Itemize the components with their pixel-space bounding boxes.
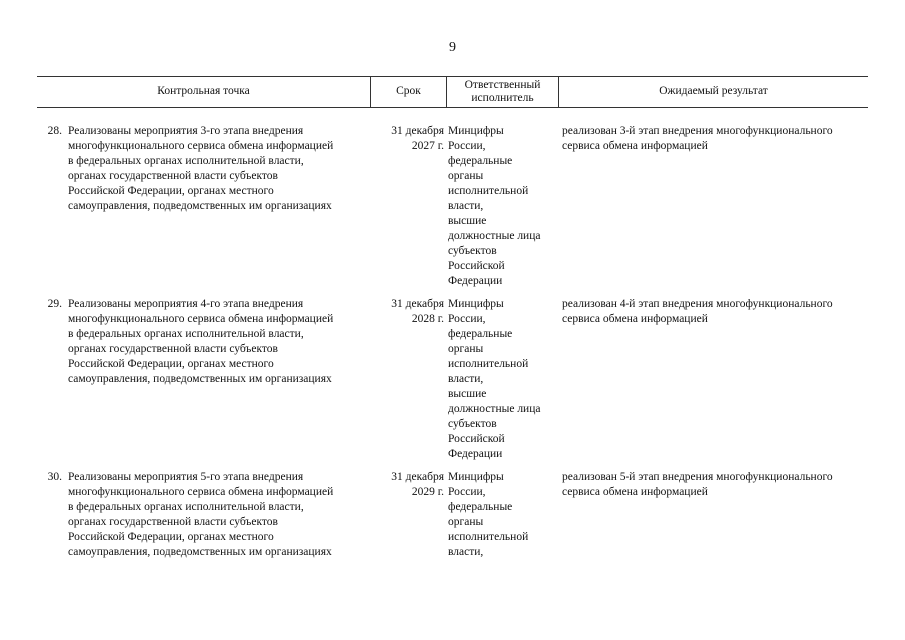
result-cell-line: сервиса обмена информацией: [562, 486, 708, 498]
result-cell: [562, 470, 872, 500]
responsible-cell-line: субъектов: [448, 418, 497, 430]
table-header-bottom-rule: [37, 107, 868, 108]
responsible-cell-line: субъектов: [448, 245, 497, 257]
responsible-cell-line: должностные лица: [448, 403, 541, 415]
deadline-cell-line: 2029 г.: [411, 486, 444, 498]
deadline-cell: [372, 124, 444, 154]
responsible-cell-line: Федерации: [448, 275, 503, 287]
row-number: 30.: [47, 471, 62, 483]
checkpoint-cell-line: Реализованы мероприятия 5-го этапа внедрения: [68, 471, 304, 483]
responsible-cell-line: высшие: [448, 215, 487, 227]
responsible-cell-line: России,: [448, 486, 486, 498]
responsible-cell-line: Российской: [448, 260, 505, 272]
responsible-cell-line: органы: [448, 516, 484, 528]
result-cell-line: сервиса обмена информацией: [562, 313, 708, 325]
responsible-cell-line: должностные лица: [448, 230, 541, 242]
header-checkpoint: Контрольная точка: [157, 85, 250, 97]
checkpoint-cell-line: органах государственной власти субъектов: [68, 170, 278, 182]
responsible-cell-line: власти,: [448, 546, 484, 558]
header-responsible: Ответственный исполнитель: [464, 78, 541, 104]
header-result: Ожидаемый результат: [659, 85, 768, 97]
checkpoint-cell-line: в федеральных органах исполнительной власти,: [68, 328, 304, 340]
checkpoint-cell-line: в федеральных органах исполнительной власти,: [68, 155, 304, 167]
responsible-cell-line: Российской: [448, 433, 505, 445]
checkpoint-cell: [68, 297, 373, 387]
deadline-cell-line: 31 декабря: [391, 471, 444, 483]
responsible-cell-line: исполнительной: [448, 185, 529, 197]
responsible-cell-line: власти,: [448, 373, 484, 385]
responsible-cell-line: Минцифры: [448, 125, 504, 137]
result-cell: [562, 124, 872, 154]
responsible-cell: [448, 124, 560, 289]
checkpoint-cell-line: в федеральных органах исполнительной власти,: [68, 501, 304, 513]
checkpoint-cell-line: самоуправления, подведомственных им организациях: [68, 200, 332, 212]
checkpoint-cell-line: Российской Федерации, органах местного: [68, 531, 274, 543]
deadline-cell-line: 31 декабря: [391, 125, 444, 137]
responsible-cell-line: Минцифры: [448, 298, 504, 310]
responsible-cell-line: исполнительной: [448, 358, 529, 370]
checkpoint-cell-line: органах государственной власти субъектов: [68, 516, 278, 528]
checkpoint-cell-line: органах государственной власти субъектов: [68, 343, 278, 355]
checkpoint-cell: [68, 470, 373, 560]
responsible-cell: [448, 297, 560, 462]
deadline-cell-line: 2028 г.: [411, 313, 444, 325]
responsible-cell-line: органы: [448, 343, 484, 355]
result-cell-line: сервиса обмена информацией: [562, 140, 708, 152]
checkpoint-cell-line: Реализованы мероприятия 4-го этапа внедрения: [68, 298, 304, 310]
deadline-cell: [372, 297, 444, 327]
result-cell-line: реализован 5-й этап внедрения многофункционального: [562, 471, 833, 483]
header-deadline: Срок: [396, 85, 421, 97]
page-number: 9: [449, 40, 456, 55]
responsible-cell: [448, 470, 560, 560]
responsible-cell-line: федеральные: [448, 155, 513, 167]
responsible-cell-line: Федерации: [448, 448, 503, 460]
responsible-cell-line: федеральные: [448, 328, 513, 340]
deadline-cell: [372, 470, 444, 500]
responsible-cell-line: России,: [448, 140, 486, 152]
checkpoint-cell-line: многофункционального сервиса обмена информацией: [68, 313, 334, 325]
checkpoint-cell: [68, 124, 373, 214]
deadline-cell-line: 2027 г.: [411, 140, 444, 152]
checkpoint-cell-line: Российской Федерации, органах местного: [68, 185, 274, 197]
result-cell: [562, 297, 872, 327]
checkpoint-cell-line: Реализованы мероприятия 3-го этапа внедрения: [68, 125, 304, 137]
responsible-cell-line: власти,: [448, 200, 484, 212]
row-number: 29.: [47, 298, 62, 310]
checkpoint-cell-line: многофункционального сервиса обмена информацией: [68, 140, 334, 152]
result-cell-line: реализован 4-й этап внедрения многофункционального: [562, 298, 833, 310]
checkpoint-cell-line: самоуправления, подведомственных им организациях: [68, 373, 332, 385]
responsible-cell-line: высшие: [448, 388, 487, 400]
responsible-cell-line: федеральные: [448, 501, 513, 513]
row-number: 28.: [47, 125, 62, 137]
result-cell-line: реализован 3-й этап внедрения многофункционального: [562, 125, 833, 137]
checkpoint-cell-line: Российской Федерации, органах местного: [68, 358, 274, 370]
checkpoint-cell-line: самоуправления, подведомственных им организациях: [68, 546, 332, 558]
deadline-cell-line: 31 декабря: [391, 298, 444, 310]
responsible-cell-line: Минцифры: [448, 471, 504, 483]
responsible-cell-line: органы: [448, 170, 484, 182]
responsible-cell-line: исполнительной: [448, 531, 529, 543]
checkpoint-cell-line: многофункционального сервиса обмена информацией: [68, 486, 334, 498]
responsible-cell-line: России,: [448, 313, 486, 325]
